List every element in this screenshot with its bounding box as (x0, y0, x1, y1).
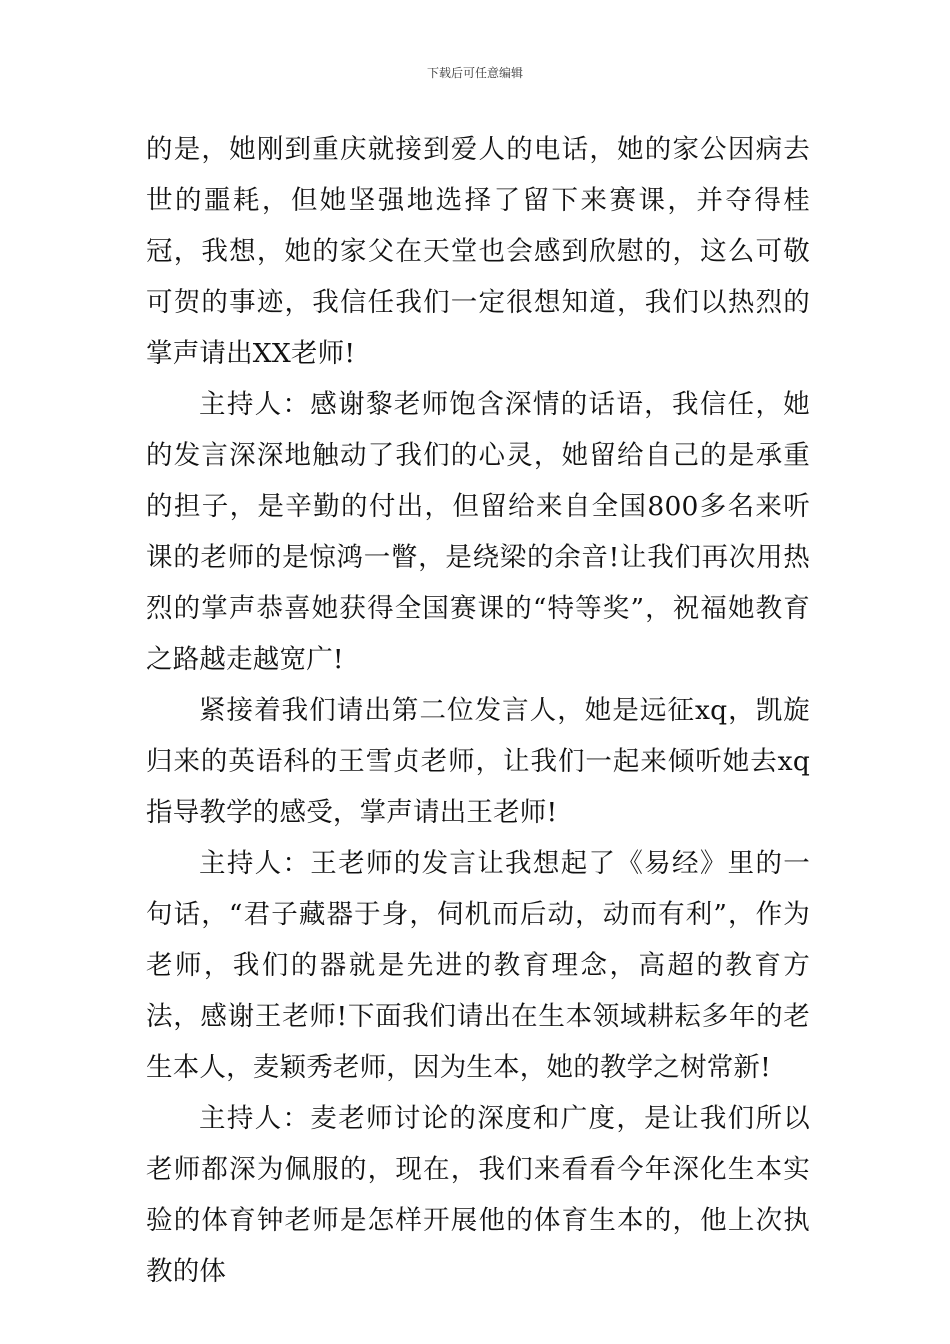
page-header: 下载后可任意编辑 (426, 66, 523, 80)
paragraph-5: 主持人：麦老师讨论的深度和广度，是让我们所以老师都深为佩服的，现在，我们来看看今年深化生本实验的体育钟老师是怎样开展他的体育生本的，他上次执教的体 (146, 1103, 810, 1287)
paragraph-3: 紧接着我们请出第二位发言人，她是远征xq，凯旋归来的英语科的王雪贞老师，让我们一起来倾听她去xq指导教学的感受，掌声请出王老师! (146, 695, 810, 828)
paragraph-4: 主持人：王老师的发言让我想起了《易经》里的一句话，“君子藏器于身，伺机而后动，动而有利”，作为老师，我们的器就是先进的教育理念，高超的教育方法，感谢王老师!下面我们请出在生本领域耕耘多年的老生本人，麦颖秀老师，因为生本，她的教学之树常新! (146, 848, 810, 1083)
document-body (146, 124, 810, 1297)
paragraph-2: 主持人：感谢黎老师饱含深情的话语，我信任，她的发言深深地触动了我们的心灵，她留给自己的是承重的担子，是辛勤的付出，但留给来自全国800多名来听课的老师的是惊鸿一瞥，是绕梁的余音!让我们再次用热烈的掌声恭喜她获得全国赛课的“特等奖”，祝福她教育之路越走越宽广! (146, 389, 810, 675)
paragraph-1: 的是，她刚到重庆就接到爱人的电话，她的家公因病去世的噩耗，但她坚强地选择了留下来赛课，并夺得桂冠，我想，她的家父在天堂也会感到欣慰的，这么可敬可贺的事迹，我信任我们一定很想知道，我们以热烈的掌声请出XX老师! (146, 134, 810, 369)
